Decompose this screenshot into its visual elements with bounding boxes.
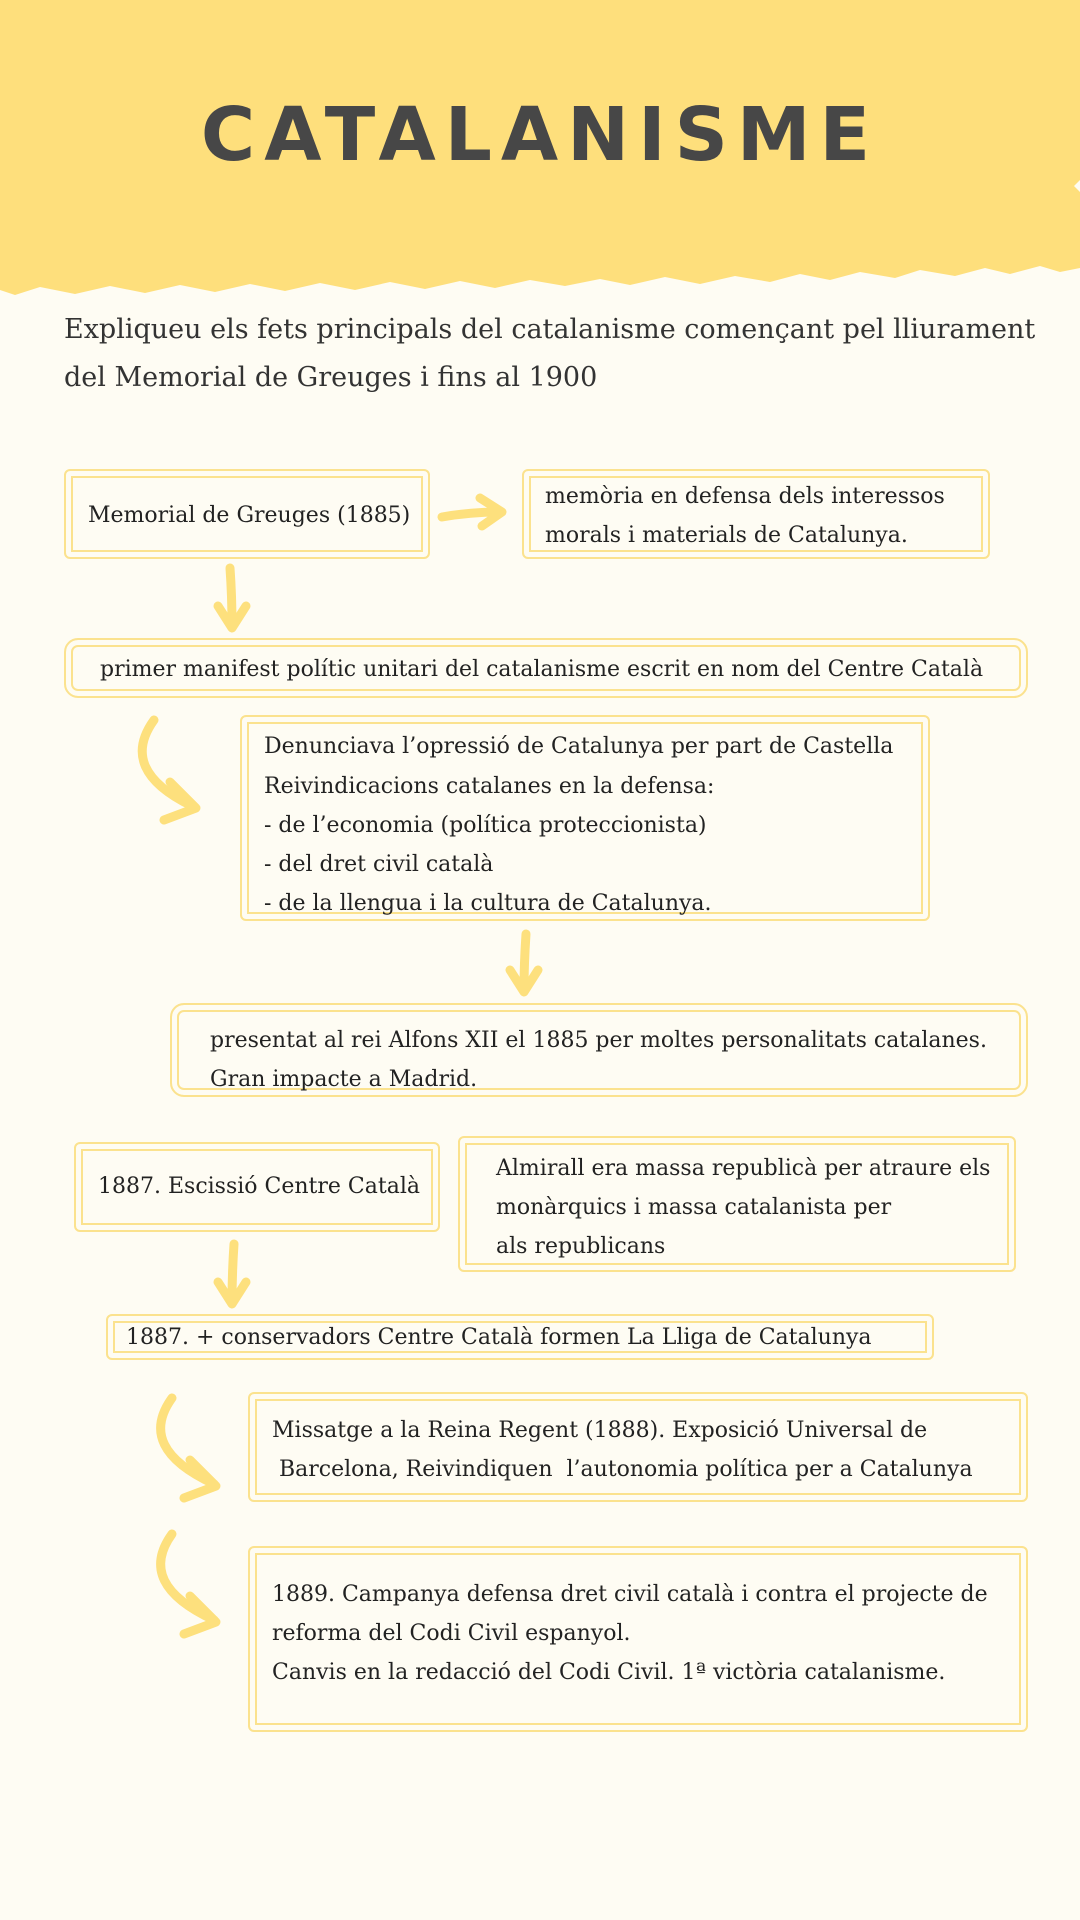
escissio-text: 1887. Escissió Centre Català bbox=[98, 1174, 420, 1199]
manifest-text: primer manifest polític unitari del catalanisme escrit en nom del Centre Català bbox=[100, 657, 984, 682]
denuncia-line-3: - de l’economia (política proteccionista) bbox=[264, 813, 707, 838]
campanya-line-3: Canvis en la redacció del Codi Civil. 1ª victòria catalanisme. bbox=[272, 1660, 946, 1685]
campanya-line-2: reforma del Codi Civil espanyol. bbox=[272, 1621, 631, 1646]
memoria-line-1: memòria en defensa dels interessos bbox=[545, 484, 945, 509]
denuncia-line-5: - de la llengua i la cultura de Catalunya. bbox=[264, 891, 712, 916]
missatge-line-2: Barcelona, Reivindiquen l’autonomia política per a Catalunya bbox=[272, 1457, 973, 1482]
denuncia-line-1: Denunciava l’opressió de Catalunya per part de Castella bbox=[264, 734, 894, 759]
arrow-right-icon bbox=[442, 498, 502, 526]
arrow-down-icon bbox=[218, 568, 246, 628]
denuncia-line-4: - del dret civil català bbox=[264, 852, 494, 877]
question-line-1: Expliqueu els fets principals del catalanisme començant pel lliurament bbox=[64, 314, 1036, 345]
presentat-line-2: Gran impacte a Madrid. bbox=[210, 1067, 478, 1092]
missatge-line-1: Missatge a la Reina Regent (1888). Exposició Universal de bbox=[272, 1418, 928, 1443]
almirall-line-2: monàrquics i massa catalanista per bbox=[496, 1195, 892, 1220]
curved-arrow-icon bbox=[161, 1398, 216, 1498]
almirall-line-1: Almirall era massa republicà per atraure els bbox=[496, 1156, 991, 1181]
almirall-line-3: als republicans bbox=[496, 1234, 666, 1259]
curved-arrow-icon bbox=[142, 720, 196, 820]
page-title: CATALANISME bbox=[200, 92, 880, 178]
lliga-text: 1887. + conservadors Centre Català formen La Lliga de Catalunya bbox=[126, 1325, 872, 1350]
denuncia-line-2: Reivindicacions catalanes en la defensa: bbox=[264, 774, 715, 799]
arrow-down-icon bbox=[218, 1244, 246, 1304]
memorial-text: Memorial de Greuges (1885) bbox=[88, 503, 411, 528]
arrow-down-icon bbox=[510, 934, 538, 992]
curved-arrow-icon bbox=[161, 1534, 216, 1634]
campanya-line-1: 1889. Campanya defensa dret civil català i contra el projecte de bbox=[272, 1582, 988, 1607]
question-line-2: del Memorial de Greuges i fins al 1900 bbox=[64, 362, 598, 393]
presentat-line-1: presentat al rei Alfons XII el 1885 per moltes personalitats catalanes. bbox=[210, 1028, 987, 1053]
memoria-line-2: morals i materials de Catalunya. bbox=[545, 523, 908, 548]
